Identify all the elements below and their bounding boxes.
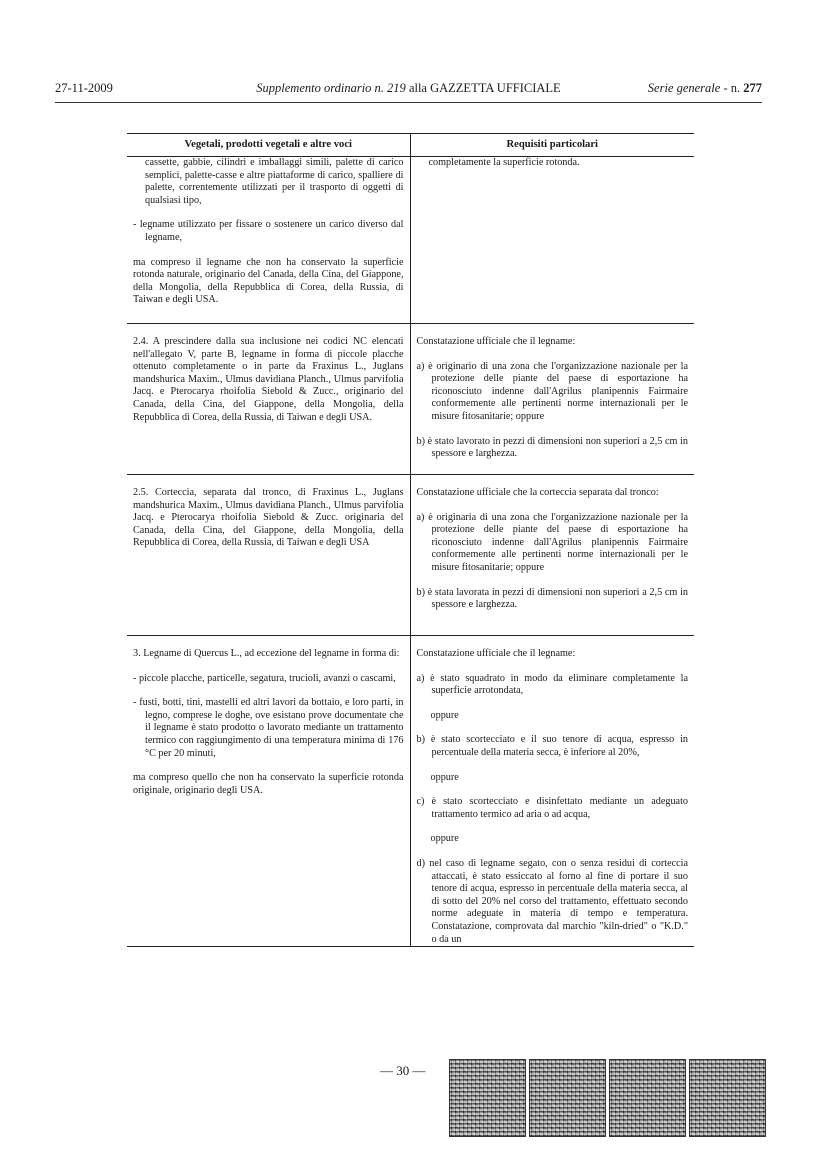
header-series-label: Serie generale (647, 81, 721, 95)
list-item: a) è stato squadrato in modo da eliminare completamente la superficie arrotondata, (416, 672, 688, 697)
list-item: a) è originario di una zona che l'organizzazione nazionale per la protezione delle piante del paese di esportazione ha riconosciuto indenne dall'Agrilus planipennis Fairmaire conformemente alle pertinenti norme internazionali per le misure fitosanitarie; oppure (416, 360, 688, 422)
table-row (127, 157, 694, 324)
header-series-number: 277 (743, 81, 762, 95)
header-series (648, 81, 762, 96)
connector: oppure (430, 709, 459, 721)
paragraph: 2.4. A prescindere dalla sua inclusione nei codici NC elencati nell'allegato V, parte B, legname in forma di piccole placche ottenuto completamente o in parte da Fraxinus L., Juglans mandshurica Maxim., Ulmus davidiana Planch., Ulmus parvifolia Jacq. e Pterocarya rhoifolia Siebold & Zucc., originario del Canada, della Cina, del Giappone, della Mongolia, della Repubblica di Corea, della Russia, di Taiwan e degli USA. (133, 336, 404, 423)
dash-item: - legname utilizzato per fissare o sostenere un carico diverso dal legname, (133, 219, 404, 243)
list-item: b) è stata lavorata in pezzi di dimensioni non superiori a 2,5 cm in spessore e larghezza. (416, 586, 688, 611)
security-pattern-image (449, 1059, 526, 1137)
list-item: a) è originaria di una zona che l'organizzazione nazionale per la protezione delle piante del paese di esportazione ha riconosciuto indenne dall'Agrilus planipennis Fairmaire conformemente alle pertinenti norme internazionali per le misure fitosanitarie; oppure (416, 511, 688, 573)
row-requirements-cell (410, 157, 694, 324)
header-gazette: alla GAZZETTA UFFICIALE (405, 81, 561, 95)
row-plants-cell (127, 475, 410, 636)
table-header-row (127, 134, 694, 157)
table-row (127, 475, 694, 636)
connector: oppure (430, 833, 459, 845)
list-item: b) è stato scortecciato e il suo tenore di acqua, espresso in percentuale della materia secca, è inferiore al 20%, (416, 734, 688, 758)
paragraph: 3. Legname di Quercus L., ad eccezione del legname in forma di: (133, 648, 400, 659)
security-pattern-image (689, 1059, 766, 1137)
connector: oppure (430, 771, 459, 783)
paragraph: ma compreso quello che non ha conservato la superficie rotonda originale, originario degli USA. (133, 772, 404, 796)
row-plants-cell (127, 636, 410, 947)
paragraph: ma compreso il legname che non ha conservato la superficie rotonda naturale, originario del Canada, della Cina, del Giappone, della Mongolia, della Repubblica di Corea, della Russia, di Taiwan e degli USA. (133, 256, 404, 306)
dash-item: - piccole placche, particelle, segatura, trucioli, avanzi o cascami, (133, 672, 396, 684)
paragraph: cassette, gabbie, cilindri e imballaggi simili, palette di carico semplici, palette-casse e altre piattaforme di carico, spalliere di palette, correntemente utilizzati per il trasporto di oggetti di qualsiasi tipo, (145, 157, 404, 206)
table-row (127, 636, 694, 947)
header-rule (55, 102, 762, 103)
header-date: 27-11-2009 (55, 81, 113, 95)
requirements-table (127, 133, 694, 947)
paragraph: Constatazione ufficiale che il legname: (416, 336, 576, 347)
row-requirements-cell (410, 475, 694, 636)
header-series-sep: - n. (720, 81, 744, 95)
list-item: d) nel caso di legname segato, con o senza residui di corteccia attaccati, è stato essiccato al forno al fine di portare il suo tenore di acqua, espresso in percentuale della materia secca, al di sotto del 20% nel corso del trattamento, effettuato secondo norme adeguate in materia di tempo e temperatura. Constatazione, comprovata dal marchio "kiln-dried" o "K.D." o da un (416, 857, 688, 945)
row-requirements-cell (410, 324, 694, 475)
dash-item: - fusti, botti, tini, mastelli ed altri lavori da bottaio, e loro parti, in legno, comprese le doghe, ove esistano prove documentate che il legname è stato prodotto o lavorato mediante un trattamento termico con raggiungimento di una temperatura minima di 176 °C per 20 minuti, (133, 697, 404, 759)
row-plants-cell (127, 157, 410, 324)
security-pattern-image (609, 1059, 686, 1137)
column-header-requirements: Requisiti particolari (410, 134, 694, 157)
list-item: b) è stato lavorato in pezzi di dimensioni non superiori a 2,5 cm in spessore e larghezza. (416, 435, 688, 460)
page-header (55, 81, 762, 97)
row-plants-cell (127, 324, 410, 475)
header-supplement: Supplemento ordinario n. 219 (256, 81, 406, 95)
table-row (127, 324, 694, 475)
column-header-plants: Vegetali, prodotti vegetali e altre voci (127, 134, 410, 157)
paragraph: completamente la superficie rotonda. (428, 157, 580, 168)
paragraph: Constatazione ufficiale che il legname: (416, 648, 576, 659)
security-pattern-image (529, 1059, 606, 1137)
paragraph: 2.5. Corteccia, separata dal tronco, di Fraxinus L., Juglans mandshurica Maxim., Ulmus davidiana Planch., Ulmus parvifolia Jacq. e Pterocarya rhoifolia Siebold & Zucc. originaria del Canada, della Cina, del Giappone, della Mongolia, della Repubblica di Corea, della Russia, di Taiwan e degli USA (133, 487, 404, 549)
paragraph: Constatazione ufficiale che la corteccia separata dal tronco: (416, 487, 659, 498)
page-number: — 30 — (380, 1063, 426, 1078)
list-item: c) è stato scortecciato e disinfettato mediante un adeguato trattamento termico ad aria o ad acqua, (416, 796, 688, 820)
row-requirements-cell (410, 636, 694, 947)
